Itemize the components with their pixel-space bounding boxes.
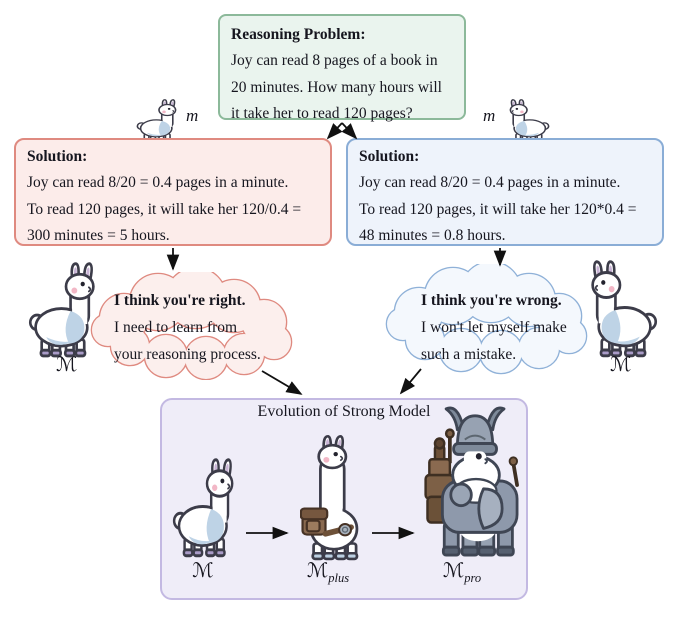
comment-right-line: I won't let myself make [421,319,567,336]
weak-model-label-left: m [186,106,199,125]
weak-model-llama-icon-right [504,99,550,143]
strong-model-label-right: ℳ [610,352,632,376]
stage-label-pro-sub: pro [464,571,482,585]
comment-right-bold: I think you're wrong. [421,292,562,309]
solution-left-title: Solution: [27,148,88,165]
comment-left-bold: I think you're right. [114,292,246,309]
solution-right-line: Joy can read 8/20 = 0.4 pages in a minute. [359,174,621,191]
base-model-llama-icon [172,458,242,560]
solution-box-left [14,138,332,246]
stage-label-plus-main: ℳ [306,558,329,582]
solution-box-right [346,138,664,246]
stage-label-plus-sub: plus [328,571,350,585]
strong-model-comment-left [114,287,261,368]
stage-label-base [158,558,248,586]
strong-model-llama-icon-right [582,260,658,360]
strong-model-llama-icon-left [28,262,104,360]
comment-right-line: such a mistake. [421,346,517,363]
plus-model-llama-icon [300,433,368,563]
comment-left-line: I need to learn from [114,319,238,336]
solution-left-line: To read 120 pages, it will take her 120/0.4 = [27,200,302,218]
reasoning-problem-line: Joy can read 8 pages of a book in [231,52,438,69]
stage-label-pro [417,558,507,586]
solution-right-title: Solution: [359,148,420,165]
reasoning-problem-line: 20 minutes. How many hours will [231,78,442,96]
stage-label-plus [283,558,373,586]
weak-model-llama-icon-left [136,99,182,143]
stage-label-pro-main: ℳ [442,558,465,582]
strong-model-comment-right [421,287,567,368]
reasoning-problem-box [218,14,466,120]
weak-model-label-right: m [483,106,496,125]
reasoning-problem-title: Reasoning Problem: [231,26,366,43]
strong-model-label-left: ℳ [56,352,78,376]
pro-model-llama-icon [420,402,532,560]
stage-label-base-main: ℳ [192,558,214,582]
evolution-title: Evolution of Strong Model [257,403,431,420]
reasoning-problem-line: it take her to read 120 pages? [231,105,413,122]
solution-right-line: 48 minutes = 0.8 hours. [359,227,506,244]
comment-left-line: your reasoning process. [114,346,261,363]
solution-right-line: To read 120 pages, it will take her 120*0.4 = [359,200,637,218]
solution-left-line: Joy can read 8/20 = 0.4 pages in a minute. [27,174,289,191]
solution-left-line: 300 minutes = 5 hours. [27,227,170,244]
